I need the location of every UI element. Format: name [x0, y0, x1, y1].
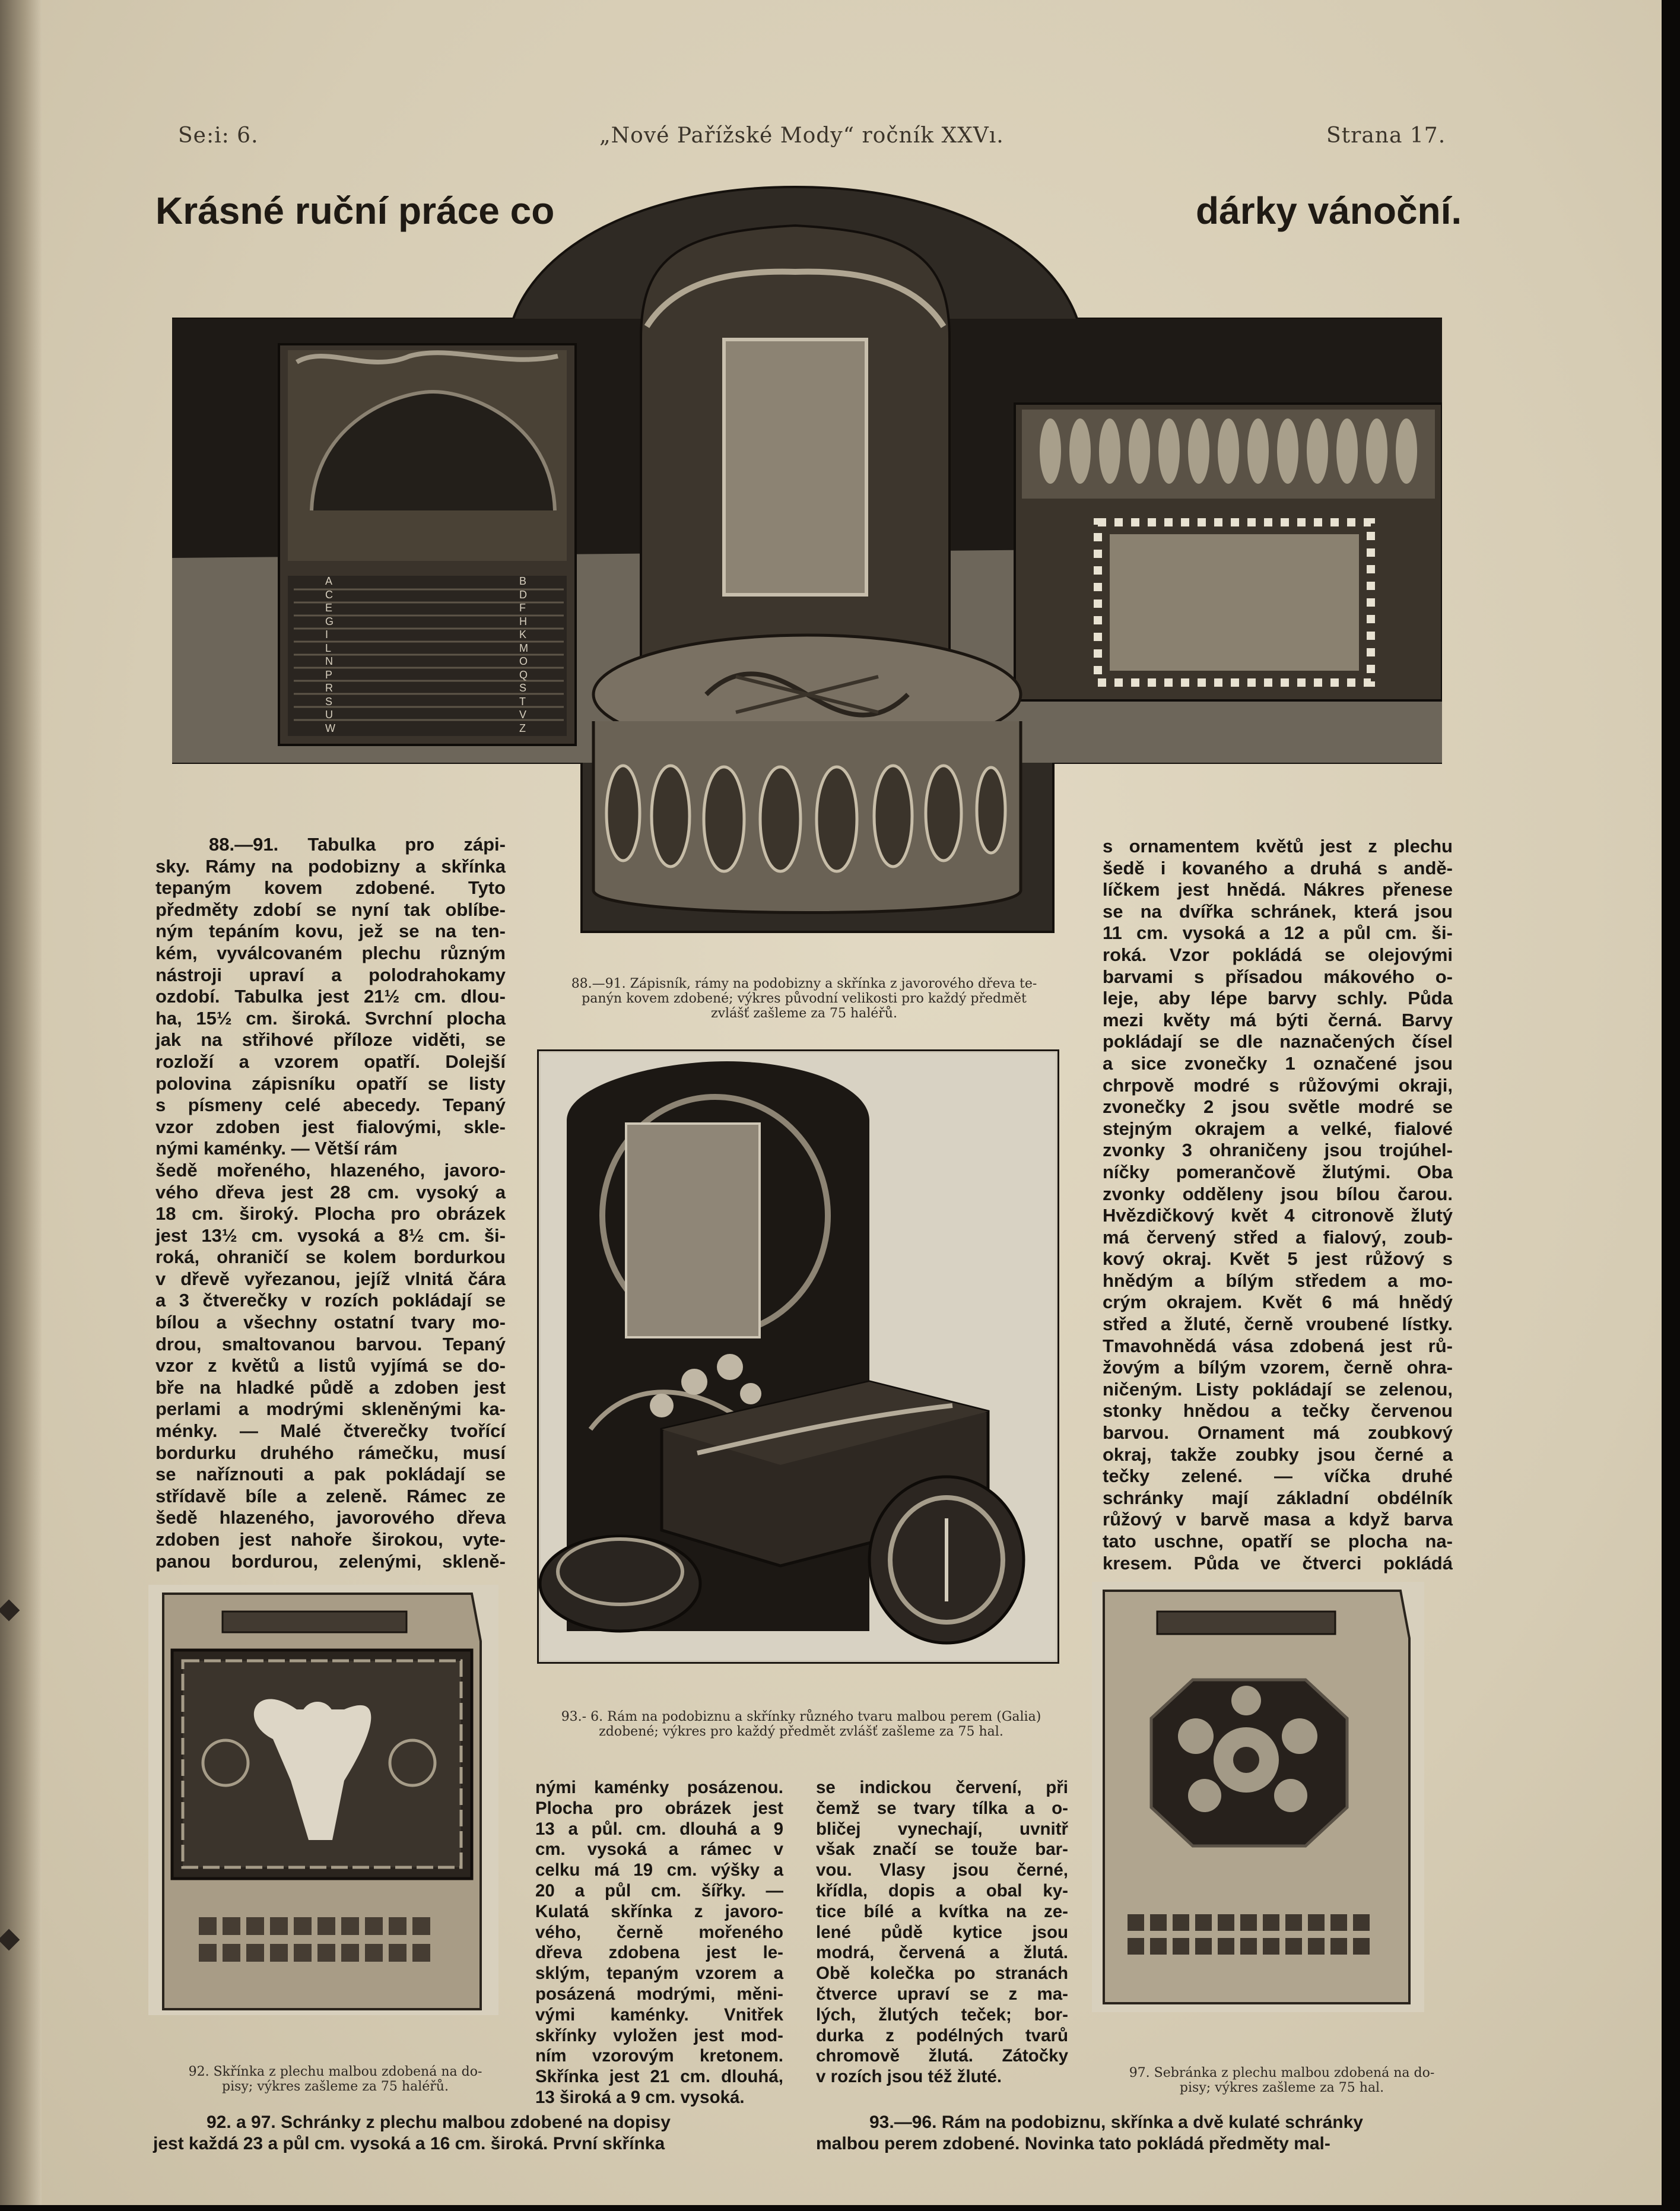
text-line: 18 cm. široký. Plocha pro obrázek	[155, 1203, 506, 1225]
photo-metalwork	[172, 166, 1442, 938]
text-line: panou bordurou, zelenými, skleně-	[155, 1550, 506, 1572]
notebook-letter: G	[325, 615, 334, 627]
notebook-letter: Z	[519, 722, 526, 734]
caption-line: panýn kovem zdobené; výkres původní velikosti pro každý předmět	[582, 991, 1027, 1006]
text-line: ménky. — Malé čtverečky tvořící	[155, 1420, 506, 1442]
text-line: lých, žlutých teček; bor-	[816, 2004, 1068, 2025]
text-line: střídavě bíle a zeleně. Rámec ze	[155, 1485, 506, 1506]
text-line: nými kaménky. — Větší rám	[155, 1138, 398, 1159]
notebook-letters-right	[519, 575, 537, 735]
caption-metalwork	[531, 976, 1077, 1021]
text-line: roká. Vzor pokládá se olejovými	[1103, 944, 1453, 965]
text-line: nými kaménky posázenou.	[535, 1778, 783, 1797]
text-line: barvami s přísadou mákového o-	[1103, 966, 1453, 987]
notebook-letter: H	[519, 615, 527, 627]
text-line: a sice zvonečky 1 označené jsou	[1103, 1052, 1453, 1074]
text-line: jest každá 23 a půl cm. vysoká a 16 cm. široká. První skřínka	[153, 2134, 665, 2153]
header-magazine: „Nové Pařížské Mody“ ročník XXVı.	[599, 123, 1004, 148]
text-line: s ornamentem květů jest z plechu	[1103, 836, 1453, 857]
text-line: zdoben jest nahoře širokou, vyte-	[155, 1529, 506, 1550]
text-line: skřínky vyložen jest mod-	[535, 2025, 783, 2045]
text-line: ozdobí. Tabulka jest 21½ cm. dlou-	[155, 986, 506, 1007]
page-title-right: dárky vánoční.	[1196, 189, 1462, 232]
notebook-letter: T	[519, 695, 526, 708]
text-line: hnědým a bílým středem a mo-	[1103, 1270, 1453, 1291]
text-line: vými kaménky. Vnitřek	[535, 2004, 783, 2025]
text-line: lené půdě kytice jsou	[816, 1922, 1068, 1942]
text-line: celku má 19 cm. výšky a	[535, 1860, 783, 1880]
text-line: 11 cm. vysoká a 12 a půl cm. ši-	[1103, 922, 1453, 944]
notebook-letter: U	[325, 709, 333, 721]
text-line: vou. Vlasy jsou černé,	[816, 1860, 1068, 1880]
text-line: zvonky odděleny jsou bílou čarou.	[1103, 1183, 1453, 1204]
text-line: nástroji upraví a polodrahokamy	[155, 964, 506, 985]
text-line: Tmavohnědá vása zdobená jest rů-	[1103, 1335, 1453, 1356]
text-line: zvonečky 2 jsou světle modré se	[1103, 1096, 1453, 1118]
text-line: v dřevě vyřezanou, jejíž vlnitá čára	[155, 1268, 506, 1289]
text-line: chrpově modré s růžovými okraji,	[1103, 1074, 1453, 1096]
text-line: 20 a půl cm. šířky. —	[535, 1880, 783, 1901]
text-line: okraj, takže zoubky jsou černé a	[1103, 1444, 1453, 1465]
text-line: 93.—96. Rám na podobiznu, skřínka a dvě kulaté schránky	[869, 2112, 1363, 2132]
text-line: stejným okrajem a velké, fialové	[1103, 1118, 1453, 1139]
notebook-letter: W	[325, 722, 335, 734]
caption-pen-painting	[537, 1709, 1065, 1739]
text-line: pokládají se dle naznačených čísel	[1103, 1031, 1453, 1052]
notebook-letter: Q	[519, 668, 528, 681]
scan-border-right	[1662, 0, 1680, 2211]
caption-letterbox-flowers	[1098, 2066, 1466, 2095]
photo-letterbox-angel	[148, 1585, 498, 2015]
text-line: ničeným. Listy pokládají se zelenou,	[1103, 1378, 1453, 1400]
notebook-letter: M	[519, 642, 528, 654]
text-line: mezi květy má býti černá. Barvy	[1103, 1009, 1453, 1030]
text-line: kový okraj. Květ 5 jest růžový s	[1103, 1248, 1453, 1270]
text-line: kém, vyválcovaném plechu různým	[155, 942, 506, 963]
text-line: tečky zelené. — víčka druhé	[1103, 1465, 1453, 1487]
article-column-right	[1103, 836, 1453, 1574]
caption-line: 93.- 6. Rám na podobiznu a skřínky různého tvaru malbou perem (Galia)	[561, 1709, 1041, 1724]
notebook-letters-left	[325, 575, 343, 735]
text-line: crým okrajem. Květ 6 má hnědý	[1103, 1292, 1453, 1313]
notebook-letter: C	[325, 588, 333, 601]
text-line: tice bílé a kvítka na ze-	[816, 1901, 1068, 1921]
text-line: stonky hnědou a tečky červenou	[1103, 1400, 1453, 1422]
text-line: 88.—91. Tabulka pro zápi-	[209, 834, 506, 855]
caption-line: 92. Skřínka z plechu malbou zdobená na do-	[188, 2064, 482, 2079]
text-line: kresem. Půda ve čtverci pokládá	[1103, 1552, 1453, 1574]
text-line: jak na střihové příloze viděti, se	[155, 1029, 506, 1051]
notebook-letter: P	[325, 668, 333, 681]
text-line: vzor z květů a listů vyjímá se do-	[155, 1355, 506, 1376]
text-line: posázená modrými, měni-	[535, 1984, 783, 2004]
text-line: barvou. Ornament má zoubkový	[1103, 1422, 1453, 1444]
notebook-letter: O	[519, 655, 528, 667]
text-line: vzor zdoben jest fialovými, skle-	[155, 1116, 506, 1137]
notebook-letter: B	[519, 575, 527, 587]
text-line: žovým a bílým vzorem, černě ohra-	[1103, 1357, 1453, 1378]
text-line: sklým, tepaným vzorem a	[535, 1963, 783, 1984]
text-line: níčky pomerančově žlutými. Oba	[1103, 1161, 1453, 1182]
text-line: roká, ohraničí se kolem bordurkou	[155, 1246, 506, 1268]
text-line: Kulatá skřínka z javoro-	[535, 1901, 783, 1921]
text-line: ha, 15½ cm. široká. Svrchní plocha	[155, 1007, 506, 1029]
article-column-left	[155, 834, 506, 1572]
notebook-letter: N	[325, 655, 333, 667]
text-line: s písmeny celé abecedy. Tepaný	[155, 1095, 506, 1116]
notebook-letter: R	[325, 682, 333, 694]
text-line: čemž se tvary tílka a o-	[816, 1798, 1068, 1818]
text-line: Hvězdičkový květ 4 citronově žlutý	[1103, 1205, 1453, 1226]
text-line: bličej vynechají, uvnitř	[816, 1819, 1068, 1839]
text-line: polovina zápisníku opatří se listy	[155, 1073, 506, 1094]
text-line: čtverce upraví se z ma-	[816, 1984, 1068, 2004]
text-line: cm. vysoká a rámec v	[535, 1839, 783, 1860]
text-line: ním vzorovým kretonem.	[535, 2046, 783, 2066]
header-issue: Se:i: 6.	[178, 123, 259, 148]
text-line: Obě kolečka po stranách	[816, 1963, 1068, 1984]
text-line: sky. Rámy na podobizny a skřínka	[155, 855, 506, 877]
text-line: 13 a půl. cm. dlouhá a 9	[535, 1819, 783, 1839]
article-bottom-right	[816, 2112, 1457, 2155]
text-line: líčkem jest hnědá. Nákres přenese	[1103, 879, 1453, 900]
notebook-letter: S	[519, 682, 527, 694]
text-line: durka z podélných tvarů	[816, 2025, 1068, 2045]
notebook-letter: A	[325, 575, 333, 587]
caption-line: pisy; výkres zašleme za 75 haléřů.	[222, 2079, 449, 2094]
text-line: vého, černě mořeného	[535, 1922, 783, 1942]
notebook-letter: S	[325, 695, 333, 708]
notebook-letter: K	[519, 629, 527, 640]
text-line: bílou a všechny ostatní tvary mo-	[155, 1312, 506, 1333]
text-line: tato uschne, opatří se plocha na-	[1103, 1531, 1453, 1552]
text-line: modrá, červená a žlutá.	[816, 1943, 1068, 1963]
text-line: zvonky 3 ohraničeny jsou trojúhel-	[1103, 1140, 1453, 1161]
scan-border-bottom	[0, 2205, 1680, 2211]
text-line: rozloží a vzorem opatří. Dolejší	[155, 1051, 506, 1072]
caption-line: 88.—91. Zápisník, rámy na podobizny a skřínka z javorového dřeva te-	[571, 976, 1037, 991]
text-line: jest 13½ cm. vysoká a 8½ cm. ši-	[155, 1225, 506, 1246]
text-line: perlami a modrými skleněnými ka-	[155, 1398, 506, 1420]
text-line: střed a žluté, černě vroubené lístky.	[1103, 1314, 1453, 1335]
text-line: a 3 čtverečky v rozích pokládají se	[155, 1290, 506, 1311]
photo-pen-painting	[537, 1049, 1059, 1664]
article-column-mid-b	[816, 1778, 1068, 2088]
text-line: bordurku druhého rámečku, musí	[155, 1442, 506, 1463]
text-line: v rozích jsou též žluté.	[816, 2067, 1002, 2087]
text-line: šedě i kovaného a druhá s andě-	[1103, 857, 1453, 878]
text-line: bře na hladké půdě a zdoben jest	[155, 1376, 506, 1398]
text-line: malbou perem zdobené. Novinka tato pokládá předměty mal-	[816, 2134, 1330, 2153]
text-line: Skřínka jest 21 cm. dlouhá,	[535, 2067, 783, 2087]
article-column-mid-a	[535, 1778, 783, 2108]
text-line: leje, aby lépe barvy schly. Půda	[1103, 988, 1453, 1009]
text-line: vého dřeva jest 28 cm. vysoký a	[155, 1181, 506, 1203]
text-line: 92. a 97. Schránky z plechu malbou zdobené na dopisy	[207, 2112, 671, 2132]
text-line: se na dvířka schránek, která jsou	[1103, 900, 1453, 922]
text-line: 13 široká a 9 cm. vysoká.	[535, 2087, 745, 2107]
text-line: šedě mořeného, hlazeného, javoro-	[155, 1159, 506, 1181]
text-line: křídla, dopis a obal ky-	[816, 1880, 1068, 1901]
caption-line: 97. Sebránka z plechu malbou zdobená na do-	[1129, 2066, 1435, 2080]
header-page: Strana 17.	[1326, 123, 1446, 148]
caption-line: pisy; výkres zašleme za 75 hal.	[1179, 2080, 1384, 2095]
caption-letterbox-angel	[151, 2064, 519, 2094]
text-line: dřeva zdobena jest le-	[535, 1943, 783, 1963]
notebook-letter: D	[519, 588, 527, 601]
text-line: předměty zdobí se nyní tak oblíbe-	[155, 899, 506, 920]
caption-line: zvlášť zašleme za 75 haléřů.	[711, 1006, 897, 1021]
text-line: šedě hlazeného, javorového dřeva	[155, 1507, 506, 1528]
notebook-letter: E	[325, 602, 333, 614]
text-line: drou, smaltovanou barvou. Tepaný	[155, 1333, 506, 1354]
notebook-letter: F	[519, 602, 526, 614]
text-line: má červený střed a fialový, zoub-	[1103, 1226, 1453, 1248]
text-line: tepaným kovem zdobené. Tyto	[155, 877, 506, 899]
notebook-letter: L	[325, 642, 332, 654]
text-line: se naříznouti a pak pokládají se	[155, 1464, 506, 1485]
text-line: Plocha pro obrázek jest	[535, 1798, 783, 1818]
page-title-left: Krásné ruční práce co	[155, 189, 555, 232]
text-line: růžový v barvě masa a když barva	[1103, 1509, 1453, 1530]
text-line: se indickou červení, při	[816, 1778, 1068, 1797]
text-line: však značí se touže bar-	[816, 1839, 1068, 1860]
text-line: ným tepáním kovu, jež se na ten-	[155, 921, 506, 942]
notebook-letter: I	[325, 629, 329, 640]
notebook-letter: V	[519, 709, 527, 721]
text-line: schránky mají základní obdélník	[1103, 1487, 1453, 1508]
photo-letterbox-flowers	[1092, 1582, 1424, 2012]
caption-line: zdobené; výkres pro každý předmět zvlášť zašleme za 75 hal.	[599, 1724, 1003, 1739]
page-spine	[0, 0, 42, 2211]
article-bottom-left	[153, 2112, 776, 2155]
text-line: chromově žlutá. Zátočky	[816, 2046, 1068, 2066]
